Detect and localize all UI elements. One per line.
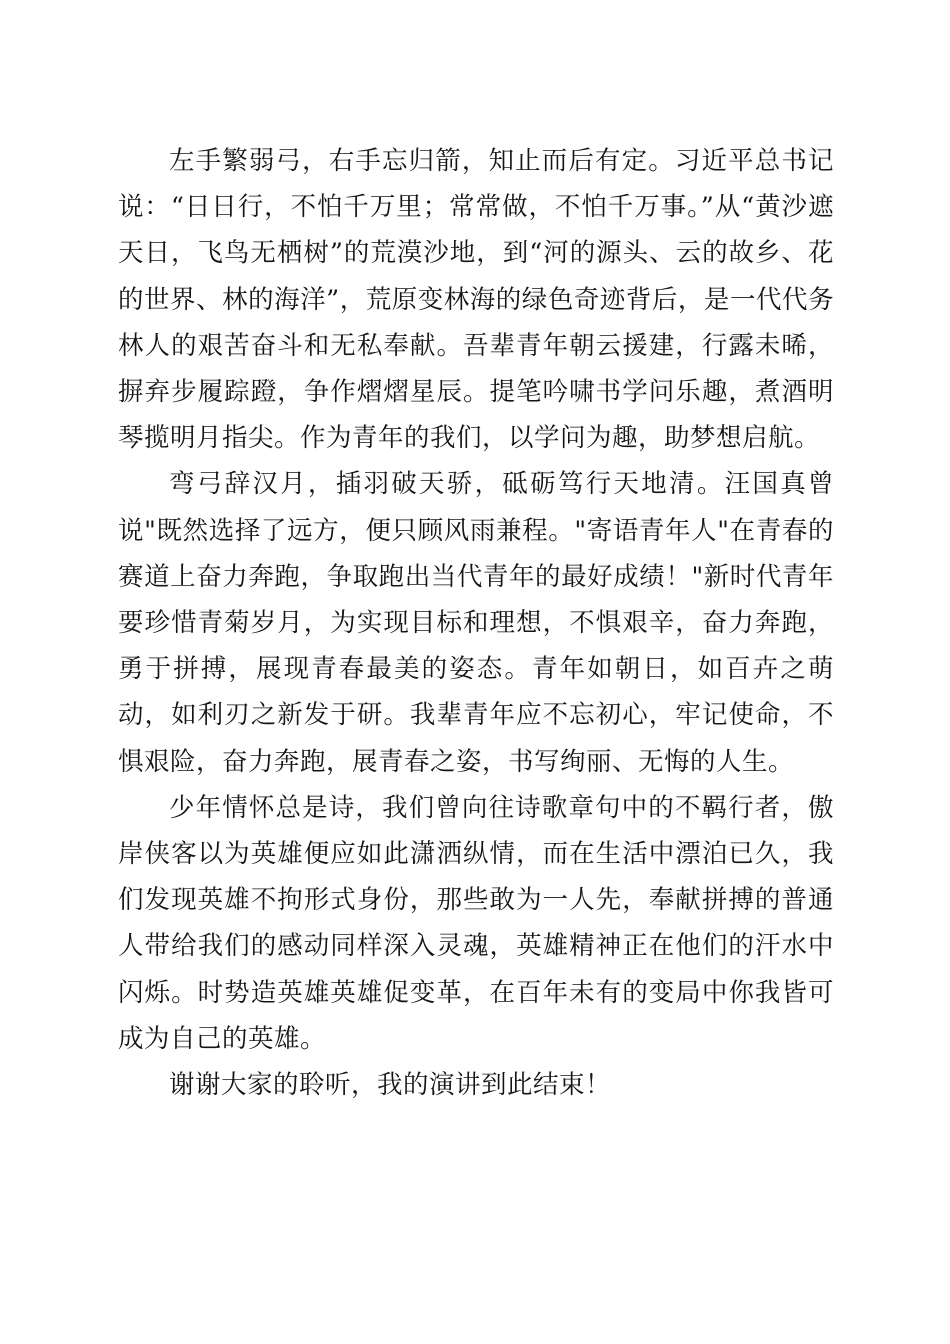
paragraph-2: 弯弓辞汉月，插羽破天骄，砥砺笃行天地清。汪国真曾说"既然选择了远方，便只顾风雨兼程。"寄语青年人"在青春的赛道上奋力奔跑，争取跑出当代青年的最好成绩！"新时代青年要珍惜青菊岁月，为实现目标和理想，不惧艰辛，奋力奔跑，勇于拼搏，展现青春最美的姿态。青年如朝日，如百卉之萌动，如利刃之新发于研。我辈青年应不忘初心，牢记使命，不惧艰险，奋力奔跑，展青春之姿，书写绚丽、无悔的人生。 <box>118 469 834 777</box>
paragraph-4: 谢谢大家的聆听，我的演讲到此结束！ <box>169 1070 612 1101</box>
paragraph-1: 左手繁弱弓，右手忘归箭，知止而后有定。习近平总书记说：“日日行，不怕千万里；常常做，不怕千万事。”从“黄沙遮天日，飞鸟无栖树”的荒漠沙地，到“河的源头、云的故乡、花的世界、林的海洋”，荒原变林海的绿色奇迹背后，是一代代务林人的艰苦奋斗和无私奉献。吾辈青年朝云援建，行露未晞，摒弃步履踪蹬，争作熠熠星辰。提笔吟啸书学问乐趣，煮酒明琴揽明月指尖。作为青年的我们，以学问为趣，助梦想启航。 <box>118 146 834 454</box>
document-body <box>118 138 834 1108</box>
paragraph-3: 少年情怀总是诗，我们曾向往诗歌章句中的不羁行者，傲岸侠客以为英雄便应如此潇洒纵情，而在生活中漂泊已久，我们发现英雄不拘形式身份，那些敢为一人先，奉献拼搏的普通人带给我们的感动同样深入灵魂，英雄精神正在他们的汗水中闪烁。时势造英雄英雄促变革，在百年未有的变局中你我皆可成为自己的英雄。 <box>118 792 834 1054</box>
